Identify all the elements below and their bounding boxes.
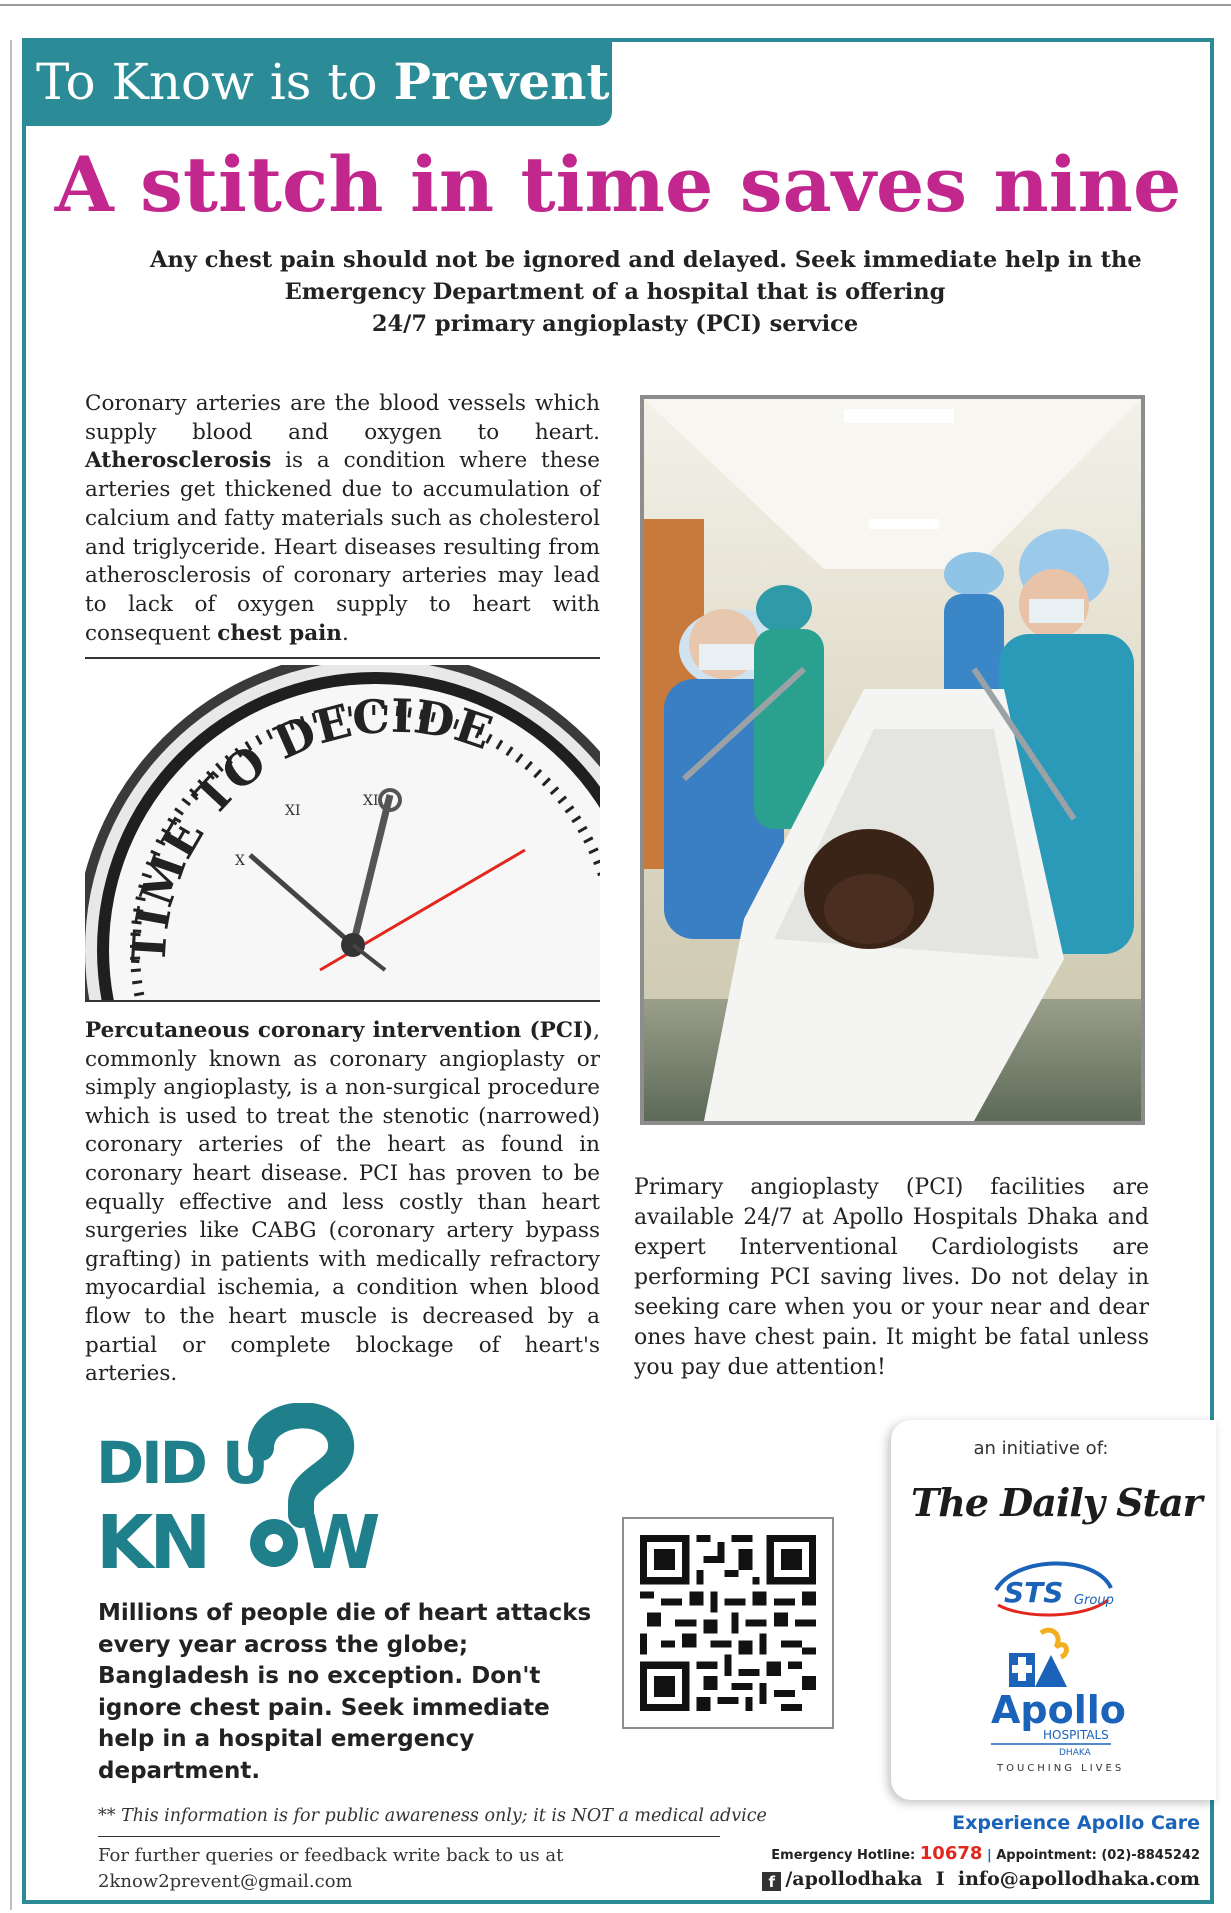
website-email-link[interactable]: info@apollodhaka.com xyxy=(957,1868,1200,1890)
sts-group-logo xyxy=(986,1560,1126,1620)
contact-email-link[interactable]: 2know2prevent@gmail.com xyxy=(98,1871,353,1892)
hotline-line xyxy=(680,1843,1200,1864)
left-rule xyxy=(10,40,12,1910)
know-logo-prefix: KN xyxy=(96,1500,208,1583)
banner-prefix: To Know is to xyxy=(36,53,394,111)
social-line xyxy=(680,1868,1200,1891)
paragraph-text: Coronary arteries are the blood vessels which supply blood and oxygen to heart. xyxy=(85,391,600,445)
apollo-dhaka-text: DHAKA xyxy=(1059,1748,1091,1758)
know-logo-suffix: W xyxy=(299,1500,381,1583)
clock-text: TIME TO DECIDE xyxy=(121,688,499,966)
subheadline-line: Any chest pain should not be ignored and delayed. Seek immediate help in the xyxy=(150,247,1142,273)
clock-numeral: XI xyxy=(285,803,301,819)
atherosclerosis-paragraph xyxy=(85,390,600,648)
clock-numeral: XII xyxy=(363,793,385,809)
paragraph-text: is a condition where these arteries get thickened due to accumulation of calcium and fatty materials such as cholesterol and triglyceride. Heart diseases resulting from atherosclerosis of coronary arteries may lead to lack of oxygen supply to heart with consequent xyxy=(85,448,600,646)
bold-term: chest pain xyxy=(217,620,342,646)
bold-term: Atherosclerosis xyxy=(85,448,272,474)
headline: A stitch in time saves nine xyxy=(54,140,1182,229)
sts-text: STS xyxy=(1004,1576,1064,1609)
top-rule xyxy=(0,4,1231,6)
appointment-label: Appointment: xyxy=(996,1848,1097,1863)
subheadline-line: 24/7 primary angioplasty (PCI) service xyxy=(371,311,859,337)
disclaimer: ** This information is for public awareness only; it is NOT a medical advice xyxy=(98,1806,767,1826)
did-u-logo-line: DID U xyxy=(96,1429,267,1497)
apollo-pci-paragraph: Primary angioplasty (PCI) facilities are available 24/7 at Apollo Hospitals Dhaka and expert Interventional Cardiologists are performing PCI saving lives. Do not delay in seeking care when you or your near and dear ones have chest pain. It might be fatal unless you pay due attention! xyxy=(634,1175,1149,1380)
emergency-stretcher-photo xyxy=(640,395,1145,1125)
clock-numeral: X xyxy=(235,853,245,869)
pci-paragraph xyxy=(85,1017,600,1389)
apollo-hospitals-logo xyxy=(971,1625,1131,1775)
apollo-tagline: TOUCHING LIVES xyxy=(997,1763,1125,1774)
did-u-know-text: Millions of people die of heart attacks every year across the globe; Bangladesh is no exception. Don't ignore chest pain. Seek immediate help in a hospital emergency department. xyxy=(98,1600,592,1784)
section-banner xyxy=(22,38,612,126)
initiative-label: an initiative of: xyxy=(973,1438,1109,1459)
divider xyxy=(85,1000,600,1002)
contact-line: For further queries or feedback write back to us at xyxy=(98,1845,564,1866)
appointment-number[interactable]: (02)-8845242 xyxy=(1101,1848,1200,1863)
apollo-text: Apollo xyxy=(991,1688,1126,1732)
contact-info xyxy=(98,1843,698,1895)
footer-divider xyxy=(98,1836,720,1837)
did-u-know-logo xyxy=(96,1403,416,1583)
divider xyxy=(85,657,600,659)
paragraph-text: . xyxy=(341,620,349,646)
qr-code[interactable] xyxy=(622,1517,834,1729)
initiative-panel xyxy=(891,1420,1216,1800)
separator: I xyxy=(929,1868,952,1890)
subheadline xyxy=(150,244,1142,340)
sts-group-text: Group xyxy=(1074,1593,1114,1608)
qr-code-icon xyxy=(640,1535,816,1711)
subheadline-line: Emergency Department of a hospital that is offering xyxy=(284,279,946,305)
daily-star-logo: The Daily Star xyxy=(911,1480,1202,1525)
hotline-number[interactable]: 10678 xyxy=(919,1843,983,1864)
experience-apollo-care: Experience Apollo Care xyxy=(952,1812,1200,1834)
facebook-link[interactable]: /apollodhaka xyxy=(785,1868,923,1890)
banner-bold: Prevent xyxy=(393,52,610,111)
bold-term: Percutaneous coronary intervention (PCI) xyxy=(85,1018,594,1043)
time-to-decide-clock-image xyxy=(85,665,600,1000)
facebook-icon: f xyxy=(762,1872,781,1891)
separator: | xyxy=(986,1848,992,1863)
apollo-hospitals-text: HOSPITALS xyxy=(1043,1728,1109,1742)
paragraph-text: , commonly known as coronary angioplasty or simply angioplasty, is a non-surgical procedure which is used to treat the stenotic (narrowed) coronary arteries of the heart as found in coronary heart disease. PCI has proven to be equally effective and less costly than heart surgeries like CABG (coronary artery bypass grafting) in patients with medically refractory myocardial ischemia, a condition when blood flow to the heart muscle is decreased by a partial or complete blockage of heart's arteries. xyxy=(85,1018,600,1387)
hotline-label: Emergency Hotline: xyxy=(771,1848,916,1863)
